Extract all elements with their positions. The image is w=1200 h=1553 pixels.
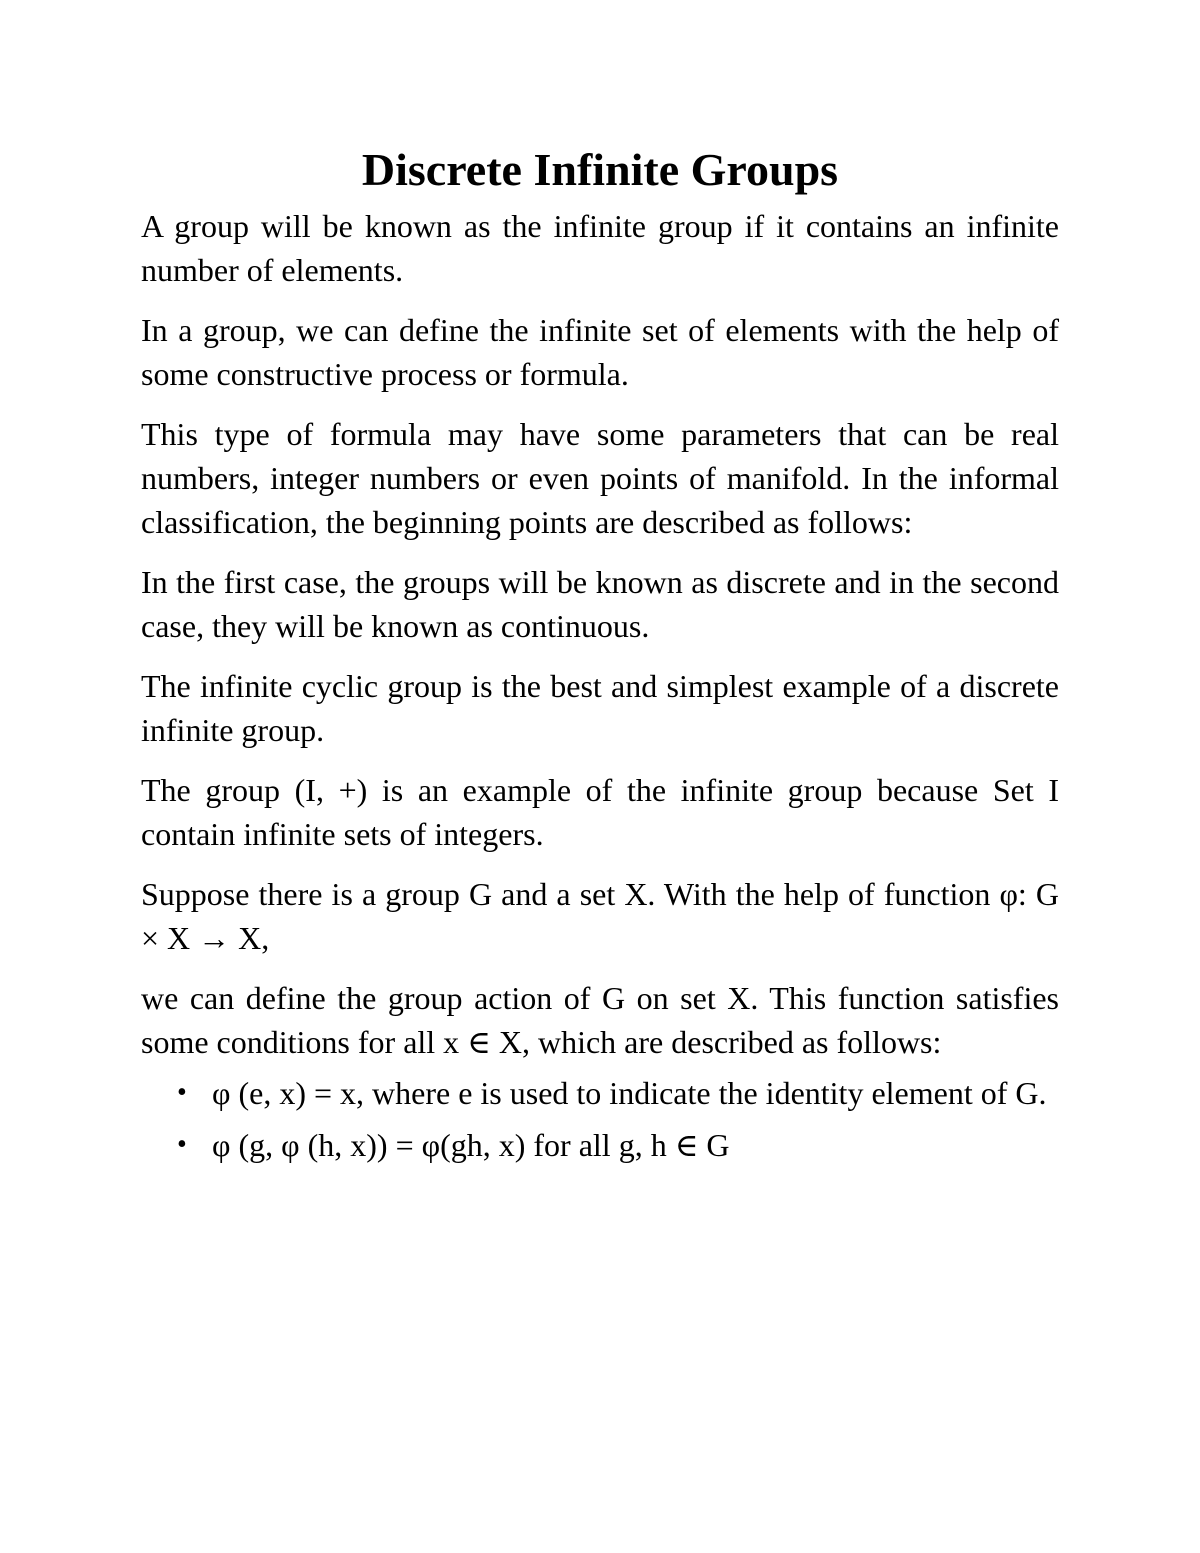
list-item xyxy=(141,1126,1059,1164)
paragraph-discrete-continuous: In the first case, the groups will be known as discrete and in the second case, they will be known as continuous. xyxy=(141,564,1059,644)
paragraph-integer-group-example: The group (I, +) is an example of the infinite group because Set I contain infinite sets of integers. xyxy=(141,772,1059,852)
paragraph-constructive-process: In a group, we can define the infinite set of elements with the help of some constructive process or formula. xyxy=(141,312,1059,392)
document-title: Discrete Infinite Groups xyxy=(361,144,839,195)
conditions-list xyxy=(141,1074,1059,1164)
condition-identity-text: φ (e, x) = x, where e is used to indicate the identity element of G. xyxy=(212,1075,1047,1111)
paragraph-group-action-conditions: we can define the group action of G on set X. This function satisfies some conditions for all x ∈ X, which are described as follows: xyxy=(141,980,1059,1060)
bullet-icon: • xyxy=(177,1077,187,1108)
condition-compatibility-text: φ (g, φ (h, x)) = φ(gh, x) for all g, h ∈ G xyxy=(212,1127,730,1163)
paragraph-formula-parameters: This type of formula may have some parameters that can be real numbers, integer numbers or even points of manifold. In the informal classification, the beginning points are described as follows: xyxy=(141,416,1059,540)
paragraph-infinite-group-definition: A group will be known as the infinite group if it contains an infinite number of elements. xyxy=(141,208,1059,288)
list-item xyxy=(141,1074,1059,1112)
paragraph-cyclic-group-example: The infinite cyclic group is the best and simplest example of a discrete infinite group. xyxy=(141,668,1059,748)
document-page xyxy=(141,138,1059,1178)
paragraph-group-set-function: Suppose there is a group G and a set X. With the help of function φ: G × X → X, xyxy=(141,876,1059,956)
bullet-icon: • xyxy=(177,1129,187,1160)
